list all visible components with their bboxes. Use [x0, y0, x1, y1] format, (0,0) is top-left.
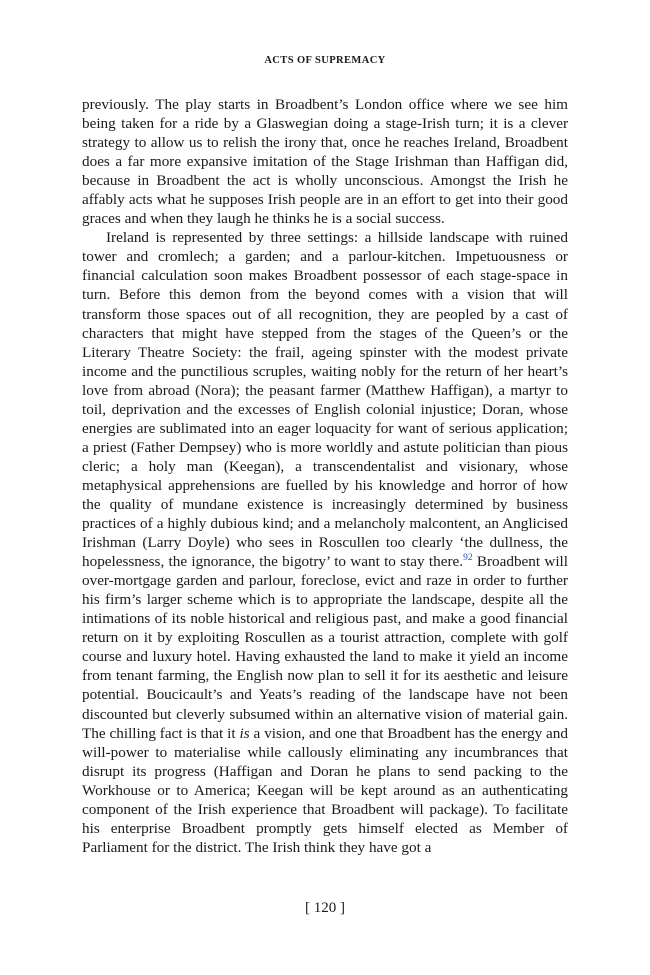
text-span: Broadbent will over-mortgage garden and parlour, foreclose, evict and raze in order to further his firm’s larger scheme which is to appropriate the landscape, despite all the intimations of its noble historical and religious past, and make a good financial return on it by exploiting Roscullen as a tourist attraction, complete with golf course and luxury hotel. Having exhausted the land to make it yield an income from tenant farming, the English now plan to sell it for its aesthetic and leisure potential. Boucicault’s and Yeats’s reading of the landscape have not been discounted but cleverly subsumed within an alternative vision of material gain. The chilling fact is that it	[82, 553, 568, 742]
paragraph: previously. The play starts in Broadbent’s London office where we see him being taken for a ride by a Glaswegian doing a stage-Irish turn; it is a clever strategy to allow us to relish the irony that, once he reaches Ireland, Broadbent does a far more expansive imitation of the Stage Irishman than Haffigan did, because in Broadbent the act is wholly unconscious. Amongst the Irish he affably acts what he supposes Irish people are in an effort to get into their good graces and when they laugh he thinks he is a social success.	[82, 96, 568, 228]
running-head: ACTS OF SUPREMACY	[264, 55, 386, 66]
page-number: [ 120 ]	[305, 900, 345, 916]
footnote-reference[interactable]: 92	[463, 553, 473, 564]
text-span: Ireland is represented by three settings: a hillside landscape with ruined tower and cromlech; a garden; and a parlour-kitchen. Impetuousness or financial calculation soon makes Broadbent possessor of each stage-space in turn. Before this demon from the beyond comes with a vision that will transform those spaces out of all recognition, they are peopled by a cast of characters that might have stepped from the stages of the Queen’s or the Literary Theatre Society: the frail, ageing spinster with the modest private income and the punctilious scruples, waiting nobly for the return of her heart’s love from abroad (Nora); the peasant farmer (Matthew Haffigan), a martyr to toil, deprivation and the excesses of English colonial injustice; Doran, whose energies are sublimated into an eager loquacity for want of serious application; a priest (Father Dempsey) who is more worldly and astute politician than pious cleric; a holy man (Keegan), a transcendentalist and visionary, whose metaphysical apprehensions are fuelled by his knowledge and horror of how the quality of mundane existence is increasingly determined by business practices of a highly dubious kind; and a melancholy malcontent, an Anglicised Irishman (Larry Doyle) who sees in Roscullen too clearly ‘the dullness, the hopelessness, the ignorance, the bigotry’ to want to stay there.	[82, 229, 568, 571]
body-text	[82, 95, 568, 857]
text-span: a vision, and one that Broadbent has the energy and will-power to materialise while callously eliminating any incumbrances that disrupt its progress (Haffigan and Doran he plans to send packing to the Workhouse or to America; Keegan will be kept around as an authenticating component of the Irish experience that Broadbent will package). To facilitate his enterprise Broadbent promptly gets himself elected as Member of Parliament for the district. The Irish think they have got a	[82, 724, 568, 856]
paragraph	[82, 228, 568, 857]
emphasis-text: is	[239, 724, 250, 742]
